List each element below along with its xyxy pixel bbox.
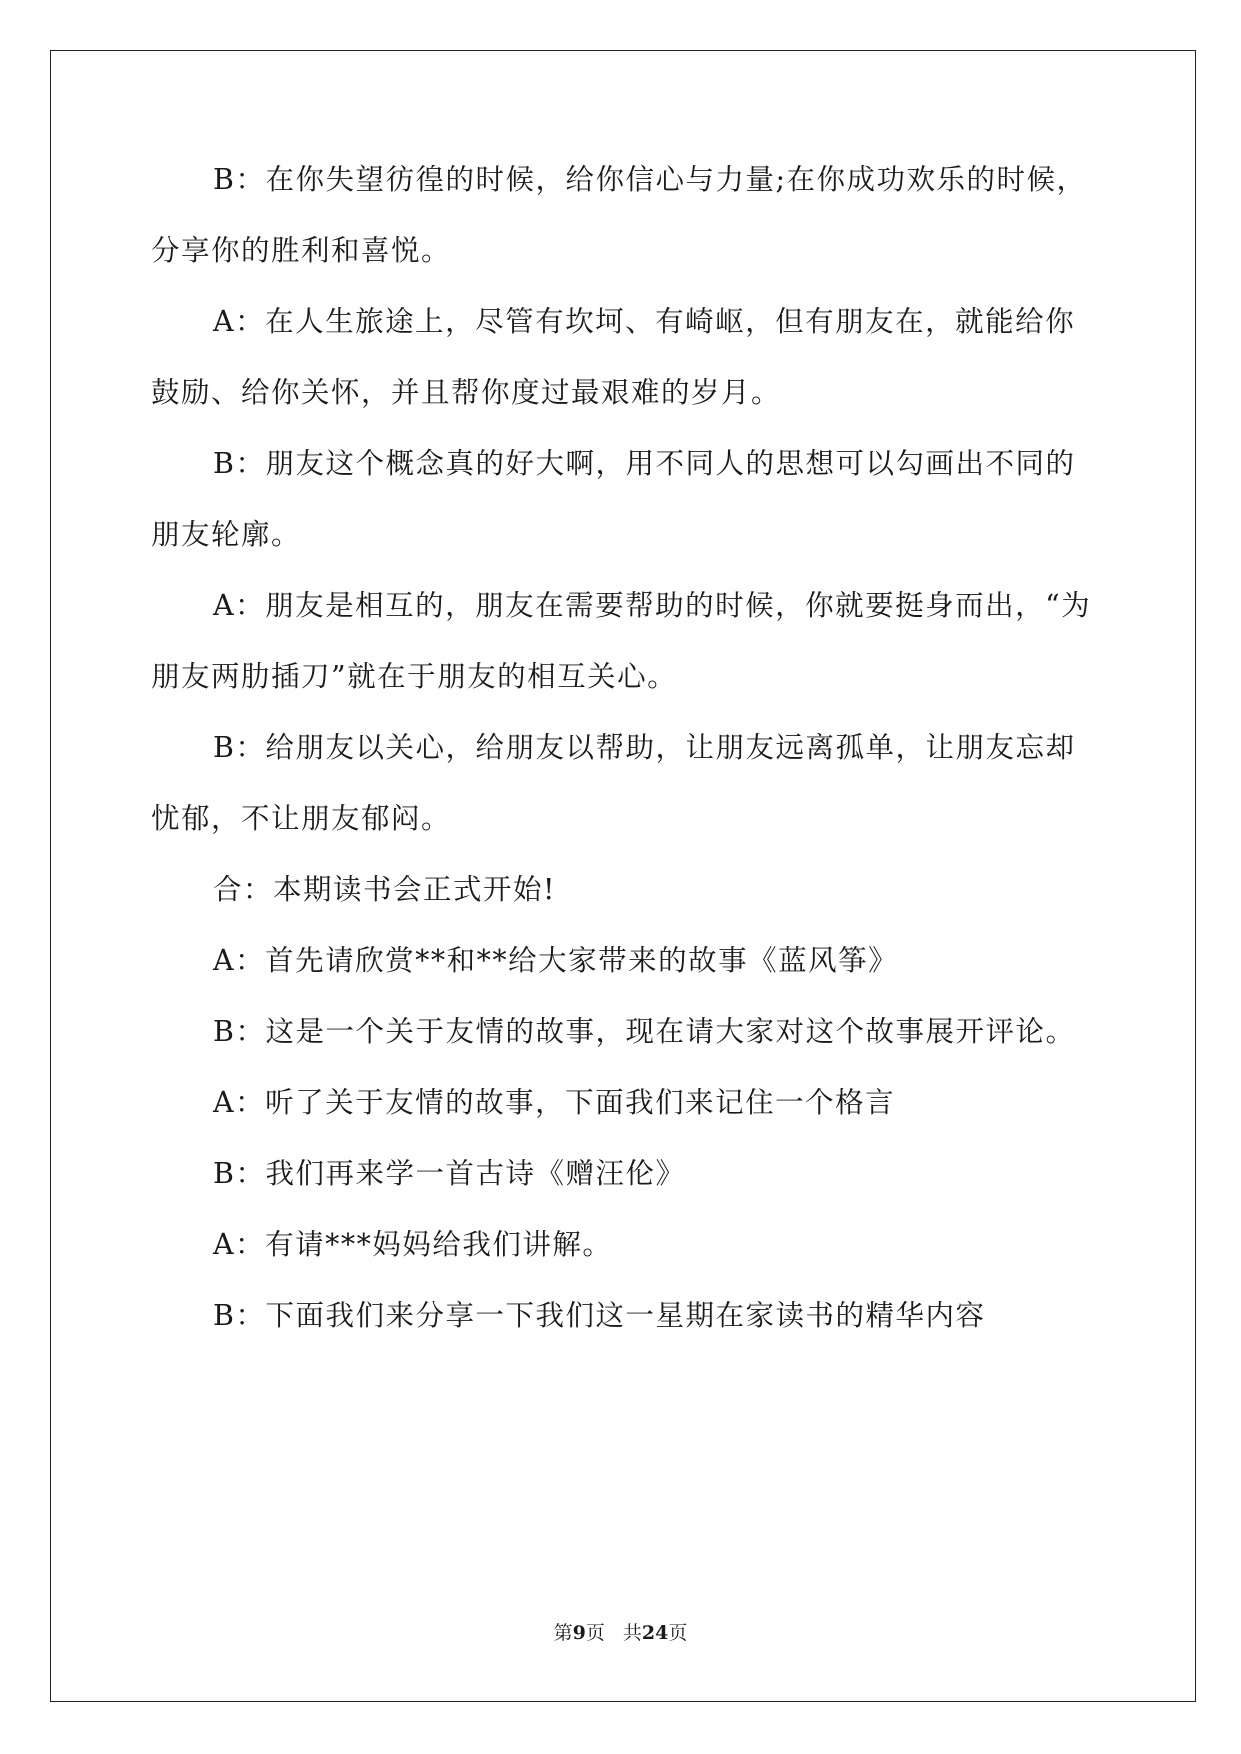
- page-number: 9: [572, 1622, 586, 1644]
- paragraph-line: A：听了关于友情的故事，下面我们来记住一个格言: [213, 1086, 896, 1119]
- paragraph-line: 鼓励、给你关怀，并且帮你度过最艰难的岁月。: [151, 376, 782, 409]
- page-footer: [0, 1620, 1241, 1646]
- paragraph-line: B：朋友这个概念真的好大啊，用不同人的思想可以勾画出不同的: [213, 447, 1076, 480]
- total-prefix: 共: [622, 1622, 642, 1644]
- paragraph-line: 分享你的胜利和喜悦。: [151, 234, 452, 267]
- paragraph-line: B：我们再来学一首古诗《赠汪伦》: [213, 1157, 686, 1190]
- paragraph-line: 忧郁，不让朋友郁闷。: [151, 802, 452, 835]
- paragraph-line: A：朋友是相互的，朋友在需要帮助的时候，你就要挺身而出，“为: [213, 589, 1092, 622]
- paragraph-line: B：这是一个关于友情的故事，现在请大家对这个故事展开评论。: [213, 1015, 1076, 1048]
- paragraph-line: 朋友轮廓。: [151, 518, 302, 551]
- page-prefix: 第: [553, 1622, 573, 1644]
- total-suffix: 页: [668, 1622, 688, 1644]
- paragraph-line: 朋友两肋插刀”就在于朋友的相互关心。: [151, 660, 678, 693]
- paragraph-line: A：在人生旅途上，尽管有坎坷、有崎岖，但有朋友在，就能给你: [213, 305, 1076, 338]
- paragraph-line: B：给朋友以关心，给朋友以帮助，让朋友远离孤单，让朋友忘却: [213, 731, 1076, 764]
- paragraph-line: B：下面我们来分享一下我们这一星期在家读书的精华内容: [213, 1299, 986, 1332]
- page-suffix: 页: [585, 1622, 605, 1644]
- paragraph-line: B：在你失望彷徨的时候，给你信心与力量;在你成功欢乐的时候，: [213, 163, 1087, 196]
- paragraph-line: A：有请***妈妈给我们讲解。: [213, 1228, 613, 1261]
- paragraph-line: 合：本期读书会正式开始!: [213, 873, 556, 906]
- total-pages: 24: [641, 1622, 669, 1644]
- paragraph-line: A：首先请欣赏**和**给大家带来的故事《蓝风筝》: [213, 944, 899, 977]
